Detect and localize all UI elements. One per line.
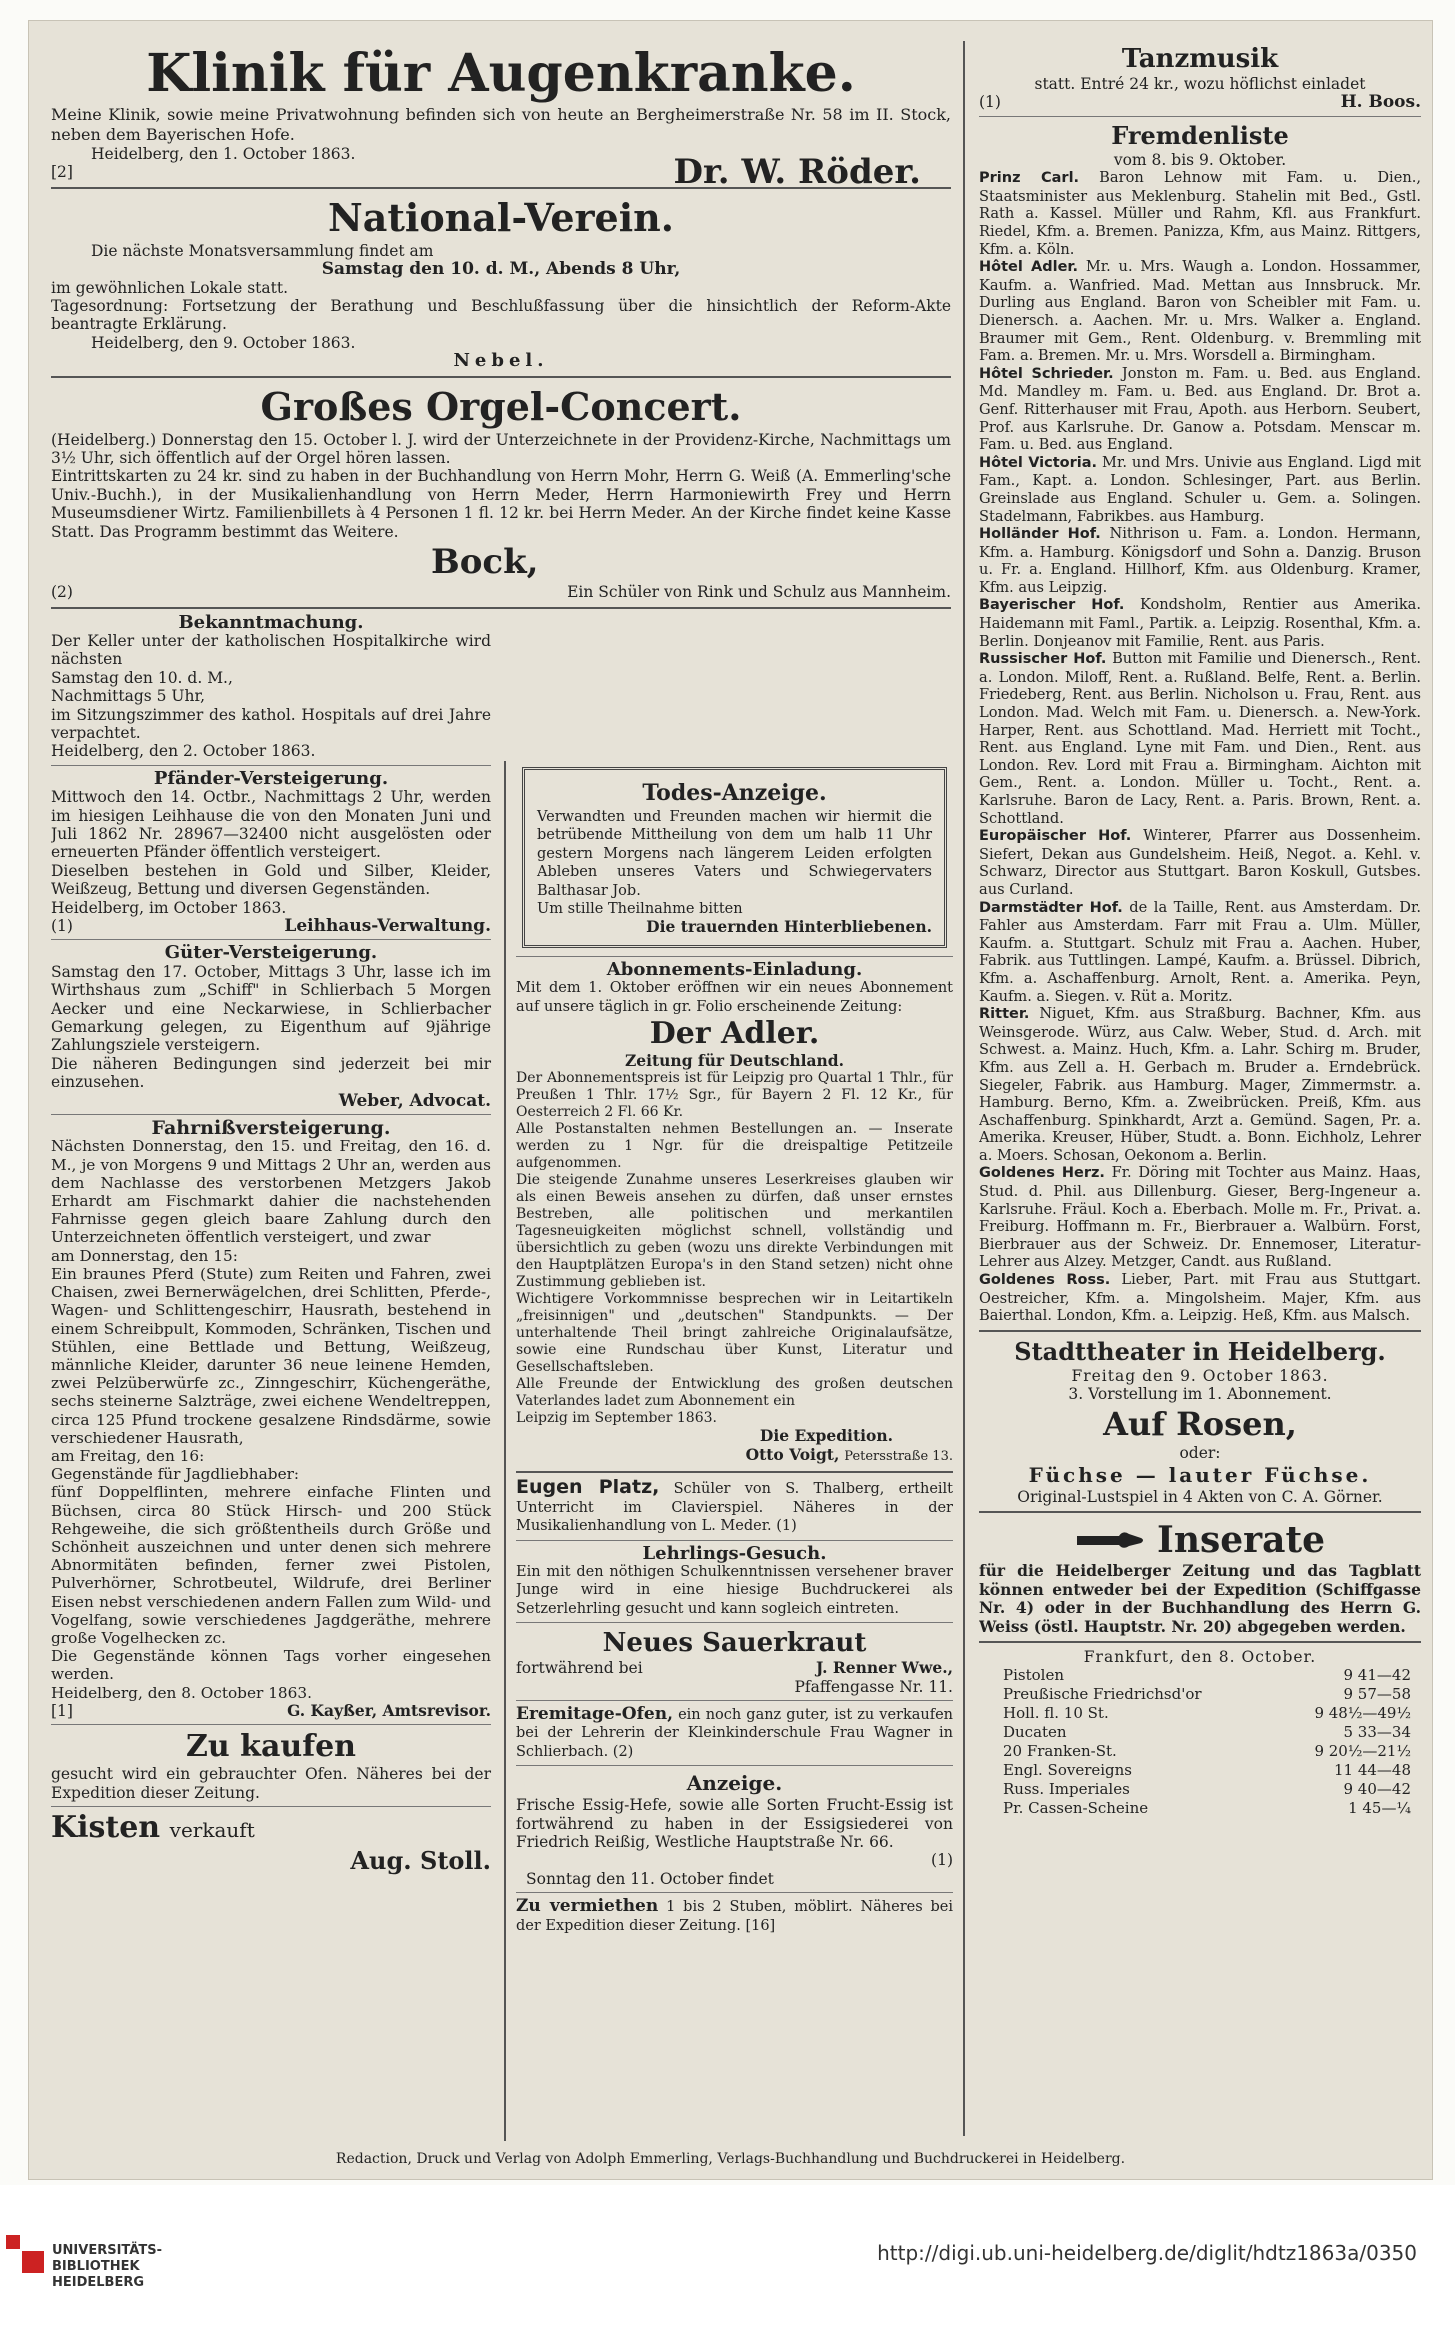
theater-subtitle: Füchse — lauter Füchse. [1028, 1463, 1372, 1488]
gueter-signature: Weber, Advocat. [338, 1090, 491, 1111]
fahrnis-signature: G. Kayßer, Amtsrevisor. [287, 1700, 491, 1720]
theater-play: Auf Rosen, [1103, 1404, 1297, 1443]
ad-lehrlings-gesuch [516, 1542, 953, 1619]
kisten-title: Kisten [51, 1809, 161, 1845]
fremden-entry [979, 258, 1421, 365]
ad-inserate [979, 1518, 1421, 1636]
kurs-row [979, 1723, 1421, 1742]
ad-tanzmusik [979, 43, 1421, 112]
abo-signature: Die Expedition. [759, 1426, 893, 1446]
kaufen-title: Zu kaufen [186, 1729, 356, 1765]
kurs-row [979, 1704, 1421, 1723]
lehr-body: Ein mit den nöthigen Schulkenntnissen versehener braver Junge wird in eine hiesige Buchdruckerei als Setzerlehrling gesucht und kann sogleich eintreten. [516, 1563, 953, 1617]
guest-list: Niguet, Kfm. aus Straßburg. Bachner, Kfm. aus Weinsgerode. Würz, aus Calw. Weber, Stud. d. Arch. mit Schwest. a. Mainz. Huch, Kfm. a. Lahr. Schirg m. Bruder, Kfm. aus Zell a. H. Gerbach m. Bruder a. Erndebrück. Siegeler, Fabrik. aus Hamburg. Mager, Zimmermstr. a. Hamburg. Berno, Kfm. a. Zweibrücken. Preiß, Kfm. aus Aschaffenburg. Spinkhardt, Arzt a. Gemünd. Sagen, Pr. a. Amerika. Kreuser, Hüber, Studt. a. Bonn. Eichholz, Lehrer a. Moers. Schosan, Oekonom a. Berlin. [979, 1005, 1421, 1164]
todes-body: Verwandten und Freunden machen wir hiermit die betrübende Mittheilung von dem um halb 11 Uhr gestern Morgens nach längerem Leiden erfolgten Ableben unseres Vaters und Schwiegervaters Balthasar Job. Um stille Theilnahme bitten [537, 809, 932, 918]
fremden-dates: vom 8. bis 9. Oktober. [1113, 150, 1287, 169]
ad-fahrnis [51, 1119, 491, 1720]
guest-list: Fr. Döring mit Tochter aus Mainz. Haas, Stud. d. Phil. aus Dillenburg. Gieser, Berg-Ingeneur a. Karlsruhe. Fräul. Koch a. Eberbach. Molle m. Fr., Privat. a. Freiburg. Hoffmann m. Fr., Bierbrauer a. Walbürn. Forst, Bierbrauer aus der Schweiz. Dr. Ennemoser, Literatur-Lehrer aus Alzey. Metzger, Candt. aus Rußland. [979, 1164, 1421, 1271]
hotel-name: Europäischer Hof. [979, 828, 1132, 845]
kurs-value: 9 40—42 [1343, 1780, 1411, 1799]
guest-list: Lieber, Part. mit Frau aus Stuttgart. Oestreicher, Kfm. a. Mingolsheim. Majer, Kfm. aus Baierthal. London, Kfm. a. Leipzig. Heß, Kfm. aus Malsch. [979, 1271, 1421, 1325]
guest-list: Mr. u. Mrs. Waugh a. London. Hossammer, Kaufm. a. Wanfried. Mad. Mettan aus Innsbruck. Mr. Durling aus England. Baron von Scheibler mit Fam. u. Dienersch. a. Aachen. Mr. u. Mrs. Walker a. England. Braumer mit Gem., Rent. Oldenburg. v. Bremmling mit Fam. a. Bremen. Mr. u. Mrs. Worsdell a. Birmingham. [979, 258, 1421, 365]
national-line3: im gewöhnlichen Lokale statt. [51, 278, 289, 297]
guest-list: Kondsholm, Rentier aus Amerika. Haidemann mit Faml., Partik. a. Leipzig. Rosenthal, Kfm. a. Berlin. Donjeanov mit Familie, Rent. aus Paris. [979, 596, 1421, 650]
sauer-title: Neues Sauerkraut [602, 1628, 867, 1659]
ad-anzeige [516, 1770, 953, 1888]
fremden-entry [979, 169, 1421, 258]
ad-abonnement [516, 958, 953, 1466]
guest-list: Winterer, Pfarrer aus Dossenheim. Siefert, Dekan aus Gundelsheim. Heiß, Negot. a. Kehl. v. Schwarz, Director aus Stuttgart. Baron Koskull, Gutsbes. aus Curland. [979, 827, 1421, 898]
national-line1: Die nächste Monatsversammlung findet am [91, 241, 434, 260]
ad-zu-vermiethen [516, 1897, 953, 1935]
kurs-name: Preußische Friedrichsd'or [1003, 1685, 1202, 1704]
fremden-title: Fremdenliste [1111, 120, 1289, 150]
orgel-signature: Bock, [431, 542, 539, 583]
guest-list: Mr. und Mrs. Univie aus England. Ligd mit Fam., Kapt. a. London. Schlesinger, Part. aus Berlin. Greinslade aus England. Schuler u. Gem. a. Solingen. Stadelmann, Fabrikbes. aus Hamburg. [979, 453, 1421, 525]
anzeige-date: Sonntag den 11. October findet [526, 1869, 774, 1888]
eremitage-title: Eremitage-Ofen, [516, 1703, 674, 1724]
inserate-body: für die Heidelberger Zeitung und das Tagblatt können entweder bei der Expedition (Schiffgasse Nr. 4) oder in der Buchhandlung des Herrn G. Weiss (östl. Hauptstr. Nr. 20) abgegeben werden. [979, 1561, 1421, 1636]
pointing-hand-icon [1075, 1526, 1145, 1554]
kurs-value: 1 45—¼ [1348, 1799, 1411, 1818]
inserate-title: Inserate [1156, 1519, 1325, 1562]
kurs-name: Pr. Cassen-Scheine [1003, 1799, 1149, 1818]
gueter-title: Güter-Versteigerung. [164, 942, 378, 964]
kurs-value: 9 48½—49½ [1314, 1704, 1411, 1723]
orgel-signature-2: Ein Schüler von Rink und Schulz aus Mannheim. [567, 583, 951, 602]
ad-sauerkraut [516, 1627, 953, 1696]
library-logo-icon [6, 2235, 20, 2249]
theater-oder: oder: [1179, 1443, 1221, 1462]
kurs-value: 9 20½—21½ [1314, 1742, 1411, 1761]
kurs-row [979, 1761, 1421, 1780]
tanz-number: (1) [979, 93, 1001, 112]
national-line2: Samstag den 10. d. M., Abends 8 Uhr, [321, 259, 681, 280]
source-url[interactable]: http://digi.ub.uni-heidelberg.de/diglit/hdtz1863a/0350 [877, 2241, 1417, 2265]
platz-number: (1) [776, 1518, 797, 1535]
abo-title: Abonnements-Einladung. [606, 958, 863, 980]
pfaender-signature: Leihhaus-Verwaltung. [284, 916, 491, 936]
vermiethen-number: [16] [745, 1917, 776, 1934]
fremden-entry [979, 1164, 1421, 1271]
library-logo-square-icon [22, 2251, 44, 2273]
sauer-body: fortwährend bei [516, 1659, 643, 1678]
platz-title: Eugen Platz, [516, 1476, 660, 1499]
kurs-row [979, 1666, 1421, 1685]
tanz-signature: H. Boos. [1340, 92, 1421, 113]
kurs-value: 9 41—42 [1343, 1666, 1411, 1685]
fremden-entry [979, 596, 1421, 650]
tanz-title: Tanzmusik [1121, 44, 1279, 74]
fremden-entry [979, 365, 1421, 454]
anzeige-number: (1) [931, 1851, 953, 1870]
sauer-signature: J. Renner Wwe., [815, 1658, 953, 1678]
anzeige-title: Anzeige. [686, 1771, 783, 1796]
kurse-table [979, 1648, 1421, 1818]
abo-subtitle: Zeitung für Deutschland. [624, 1051, 845, 1071]
fremden-entry [979, 650, 1421, 827]
guest-list: Button mit Familie und Dienersch., Rent. a. London. Miloff, Rent. a. Rußland. Belfe, Rent. a. Berlin. Friedeberg, Rent. aus Berlin. Nicholson u. Frau, Rent. aus London. Mad. Welch mit Fam. u. Dienersch. a. New-York. Harper, Rent. aus Schottland. Mad. Herriett mit Tocht., Rent. aus England. Lyne mit Fam. und Dien., Rent. aus London. Rev. Lord mit Frau a. Birmingham. Aichton mit Gem., Rent. a. London. Müller u. Tocht., Rent. a. Karlsruhe. Baron de Lacy, Rent. a. Paris. Brown, Rent. a. Schottland. [979, 650, 1421, 827]
kurs-row [979, 1799, 1421, 1818]
fremden-entry [979, 1005, 1421, 1164]
hotel-name: Hôtel Victoria. [979, 454, 1098, 471]
fremdenliste [979, 121, 1421, 1325]
lehr-title: Lehrlings-Gesuch. [642, 1542, 827, 1564]
eremitage-body: ein noch ganz guter, ist zu verkaufen bei der Lehrerin der Kleinkinderschule Frau Wagner in Schlierbach. [516, 1706, 953, 1760]
guest-list: Nithrison u. Fam. a. London. Hermann, Kfm. a. Hamburg. Königsdorf und Sohn a. Danzig. Bruson u. Fr. a. England. Hillhorf, Kfm. aus Oldenburg. Kramer, Kfm. aus Leipzig. [979, 525, 1421, 596]
kisten-signature: Aug. Stoll. [350, 1845, 491, 1875]
bekannt-title: Bekanntmachung. [178, 611, 364, 633]
ad-bekanntmachung [51, 611, 491, 761]
kurs-row [979, 1780, 1421, 1799]
pfaender-body: Mittwoch den 14. Octbr., Nachmittags 2 Uhr, werden im hiesigen Leihhause die von den Monaten Juni und Juli 1862 Nr. 28967—32400 nicht ausgelösten oder erneuerten Pfänder öffentlich versteigert. Dieselben bestehen in Gold und Silber, Kleider, Weißzeug, Bettung und diversen Gegenständen. Heidelberg, im October 1863. [51, 788, 491, 917]
hotel-name: Goldenes Ross. [979, 1272, 1111, 1289]
kurs-name: Holl. fl. 10 St. [1003, 1704, 1109, 1723]
pfaender-title: Pfänder-Versteigerung. [153, 767, 389, 789]
kurs-value: 11 44—48 [1333, 1761, 1411, 1780]
ad-zu-kaufen [51, 1729, 491, 1802]
pfaender-number: (1) [51, 917, 73, 935]
theater-genre: Original-Lustspiel in 4 Akten von C. A. Görner. [1017, 1488, 1383, 1507]
kurs-name: 20 Franken-St. [1003, 1742, 1117, 1761]
ad-eremitage-ofen [516, 1705, 953, 1761]
platz-body: Schüler von S. Thalberg, ertheilt Unterricht im Clavierspiel. Näheres in der Musikalienhandlung von L. Meder. [516, 1481, 953, 1535]
theater-vorstellung: 3. Vorstellung im 1. Abonnement. [1068, 1385, 1332, 1404]
kurse-title: Frankfurt, den 8. October. [1083, 1648, 1317, 1667]
kurs-name: Ducaten [1003, 1723, 1067, 1742]
fahrnis-body: Nächsten Donnerstag, den 15. und Freitag, den 16. d. M., je von Morgens 9 und Mittags 2 Uhr an, werden aus dem Nachlasse des verstorbenen Metzgers Jakob Erhardt am Fischmarkt dahier die nachstehenden Fahrnisse gegen gleich baare Zahlung durch den Unterzeichneten öffentlich versteigert, und zwar am Donnerstag, den 15: Ein braunes Pferd (Stute) zum Reiten und Fahren, zwei Chaisen, zwei Bernerwägelchen, drei Schlitten, Pferde-, Wagen- und Schlittengeschirr, Hausrath, bestehend in einem Schreibpult, Kommoden, Schränken, Tischen und Stühlen, eine Bettlade und Bettung, Weißzeug, männliche Kleider, darunter 36 neue leinene Hemden, zwei Pelzüberwürfe zc., Zinngeschirr, Küchengeräthe, sechs steinerne Salzträge, zwei eichene Wendeltreppen, circa 125 Pfund trockene gesalzene Rindsdärme, sowie verschiedener Hausrath, am Freitag, den 16: Gegenstände für Jagdliebhaber: fünf Doppelflinten, mehrere einfache Flinten und Büchsen, circa 80 Stück Hirsch- und 200 Stück Rehgeweihe, die sich größtentheils durch Größe und Schönheit auszeichnen und unter denen sich mehrere Abnormitäten befinden, ferner zwei Pistolen, Pulverhörner, Schrotbeutel, Wildrufe, drei Berliner Eisen nebst verschiedenen andern Fallen zum Wild- und Vogelfang, sowie verschiedenes Jagdgeräthe, mehrere große Vogelhecken zc. Die Gegenstände können Tags vorher eingesehen werden. Heidelberg, den 8. October 1863. [51, 1137, 491, 1702]
hotel-name: Holländer Hof. [979, 526, 1101, 543]
kurs-row [979, 1685, 1421, 1704]
fahrnis-number: [1] [51, 1701, 73, 1720]
orgel-title: Großes Orgel-Concert. [260, 383, 742, 429]
kurs-name: Pistolen [1003, 1666, 1064, 1685]
fremden-entry [979, 899, 1421, 1006]
fahrnis-title: Fahrnißversteigerung. [151, 1117, 391, 1140]
hotel-name: Bayerischer Hof. [979, 597, 1125, 614]
national-title: National-Verein. [327, 194, 675, 240]
guest-list: Jonston m. Fam. u. Bed. aus England. Md. Mandley m. Fam. u. Bed. aus England. Dr. Brot a. Genf. Ritterhauser mit Frau, Apoth. aus Herborn. Seubert, Prof. aus Karlsruhe. Dr. Ganow a. Potsdam. Menscar m. Fam. u. Bed. aus England. [979, 364, 1421, 454]
abo-address: Petersstraße 13. [844, 1448, 953, 1464]
kaufen-body: gesucht wird ein gebrauchter Ofen. Näheres bei der Expedition dieser Zeitung. [51, 1765, 491, 1802]
hotel-name: Goldenes Herz. [979, 1165, 1105, 1182]
klinik-date: Heidelberg, den 1. October 1863. [91, 145, 356, 163]
vermiethen-body: 1 bis 2 Stuben, möblirt. Näheres bei der Expedition dieser Zeitung. [516, 1899, 953, 1934]
abo-signature-2: Otto Voigt, [745, 1444, 840, 1464]
kurs-name: Russ. Imperiales [1003, 1780, 1130, 1799]
hotel-name: Hôtel Adler. [979, 259, 1079, 276]
middle-column [516, 761, 953, 1935]
fremden-entry [979, 525, 1421, 596]
national-signature: Nebel. [453, 350, 549, 372]
hotel-name: Russischer Hof. [979, 651, 1107, 668]
ad-klinik [51, 43, 951, 193]
hotel-name: Prinz Carl. [979, 170, 1080, 187]
ad-stadttheater [979, 1337, 1421, 1507]
ad-todes-anzeige [522, 767, 947, 948]
library-footer [0, 2185, 1455, 2351]
ad-gueter [51, 944, 491, 1110]
klinik-title: Klinik für Augenkranke. [146, 43, 856, 104]
ad-kisten [51, 1811, 491, 1875]
kurs-value: 9 57—58 [1343, 1685, 1411, 1704]
imprint-line: Redaction, Druck und Verlag von Adolph Emmerling, Verlags-Buchhandlung und Buchdruckerei in Heidelberg. [335, 2151, 1126, 2167]
library-name: UNIVERSITÄTS- BIBLIOTHEK HEIDELBERG [52, 2243, 162, 2290]
klinik-number: [2] [51, 163, 73, 182]
abo-body: Mit dem 1. Oktober eröffnen wir ein neues Abonnement auf unsere täglich in gr. Folio erscheinende Zeitung: [516, 980, 953, 1015]
newspaper-sheet [28, 20, 1433, 2180]
theater-title: Stadttheater in Heidelberg. [1014, 1336, 1386, 1366]
orgel-number: (2) [51, 583, 73, 602]
hotel-name: Darmstädter Hof. [979, 899, 1123, 916]
ad-national-verein [51, 194, 951, 371]
column-rule-right [963, 41, 965, 2136]
klinik-signature: Dr. W. Röder. [673, 152, 921, 193]
kurs-name: Engl. Sovereigns [1003, 1761, 1133, 1780]
fremden-entry [979, 454, 1421, 525]
gueter-body: Samstag den 17. October, Mittags 3 Uhr, lasse ich im Wirthshaus zum „Schiff" in Schlierbach 5 Morgen Aecker und eine Neckarwiese, in Schlierbacher Gemarkung gelegen, zu Eigenthum auf 9jährige Zahlungsziele versteigern. Die näheren Bedingungen sind jederzeit bei mir einzusehen. [51, 962, 491, 1092]
kurse-rows [979, 1666, 1421, 1818]
hotel-name: Ritter. [979, 1006, 1030, 1023]
kurs-value: 5 33—34 [1343, 1723, 1411, 1742]
abo-body2: Der Abonnementspreis ist für Leipzig pro Quartal 1 Thlr., für Preußen 1 Thlr. 17½ Sgr., für Bayern 2 Fl. 12 Kr., für Oesterreich 2 Fl. 66 Kr. Alle Postanstalten nehmen Bestellungen an. — Inserate werden zu 1 Ngr. für die dreispaltige Petitzeile aufgenommen. Die steigende Zunahme unseres Leserkreises glauben wir als einen Beweis ansehen zu dürfen, daß unser ernstes Bestreben, alle politischen und merkantilen Tagesneuigkeiten möglichst schnell, vollständig und übersichtlich zu geben (wozu uns direkte Verbindungen mit den Hauptplätzen Europa's in den Stand setzen) nicht ohne Zustimmung geblieben ist. Wichtigere Vorkommnisse besprechen wir in Leitartikeln „freisinnigen" und „deutschen" Standpunkts. — Der unterhaltende Theil bringt zahlreiche Originalaufsätze, sowie eine Rundschau über Kunst, Literatur und Gesellschaftsleben. Alle Freunde der Entwicklung des großen deutschen Vaterlandes ladet zum Abonnement ein Leipzig im September 1863. [516, 1070, 953, 1427]
todes-signature: Die trauernden Hinterbliebenen. [646, 917, 932, 937]
hotel-name: Hôtel Schrieder. [979, 365, 1114, 382]
guest-list: de la Taille, Rent. aus Amsterdam. Dr. Fahler aus Amsterdam. Farr mit Frau a. Ulm. Müller, Kaufm. a. Stuttgart. Schulz mit Frau a. Aachen. Huber, Fabrik. aus Tuttlingen. Lampé, Kaufm. a. Brüssel. Dibrich, Kfm. a. Aschaffenburg. Arnolt, Rent. a. Amerika. Peyn, Kaufm. a. Siegen. v. Rüt a. Moritz. [979, 898, 1421, 1005]
fremden-entry [979, 1271, 1421, 1325]
todes-title: Todes-Anzeige. [642, 780, 827, 806]
theater-date: Freitag den 9. October 1863. [1071, 1366, 1329, 1385]
left-column-lower [51, 611, 491, 1875]
klinik-body: Meine Klinik, sowie meine Privatwohnung befinden sich von heute an Bergheimerstraße Nr. 58 im II. Stock, neben dem Bayerischen Hofe. [51, 105, 951, 144]
guest-list: Baron Lehnow mit Fam. u. Dien., Staatsminister aus Meklenburg. Stahelin mit Bed., Gstl. Rath a. Kassel. Müller und Rahm, Kfl. aus Frankfurt. Riedel, Kfm. a. Bremen. Panizza, Kfm, aus Mainz. Rittgers, Kfm. a. Köln. [979, 169, 1421, 258]
national-date: Heidelberg, den 9. October 1863. [91, 333, 356, 352]
ad-eugen-platz [516, 1478, 953, 1535]
national-line4: Tagesordnung: Fortsetzung der Berathung und Beschlußfassung über die hinsichtlich der Reform-Akte beantragte Erklärung. [51, 297, 951, 334]
right-column [979, 43, 1421, 1818]
tanz-body: statt. Entré 24 kr., wozu höflichst einladet [1034, 75, 1366, 93]
eremitage-number: (2) [612, 1743, 634, 1760]
kisten-rest: verkauft [169, 1817, 255, 1842]
fremden-entry [979, 827, 1421, 898]
orgel-body: (Heidelberg.) Donnerstag den 15. October l. J. wird der Unterzeichnete in der Providenz-Kirche, Nachmittags um 3½ Uhr, sich öffentlich auf der Orgel hören lassen. Eintrittskarten zu 24 kr. sind zu haben in der Buchhandlung von Herrn Mohr, Herrn G. Weiß (A. Emmerling'sche Univ.-Buchh.), in der Musikalienhandlung von Herrn Meder, Herrn Harmoniewirth Frey und Herrn Museumsdiener Wirtz. Familienbillets à 4 Personen 1 fl. 12 kr. bei Herrn Meder. An der Kirche findet keine Kasse Statt. Das Programm bestimmt das Weitere. [51, 430, 951, 541]
abo-paper: Der Adler. [649, 1016, 820, 1052]
sauer-address: Pfaffengasse Nr. 11. [794, 1677, 953, 1696]
ad-pfaender [51, 767, 491, 936]
fremden-entries [979, 169, 1421, 1325]
ad-orgel-concert [51, 383, 951, 602]
vermiethen-title: Zu vermiethen [516, 1896, 659, 1917]
kurs-row [979, 1742, 1421, 1761]
anzeige-body: Frische Essig-Hefe, sowie alle Sorten Frucht-Essig ist fortwährend zu haben in der Essigsiederei von Friedrich Reißig, Westliche Hauptstraße Nr. 66. [516, 1796, 953, 1851]
bekannt-body: Der Keller unter der katholischen Hospitalkirche wird nächsten Samstag den 10. d. M., Nachmittags 5 Uhr, im Sitzungszimmer des kathol. Hospitals auf drei Jahre verpachtet. Heidelberg, den 2. October 1863. [51, 631, 491, 761]
